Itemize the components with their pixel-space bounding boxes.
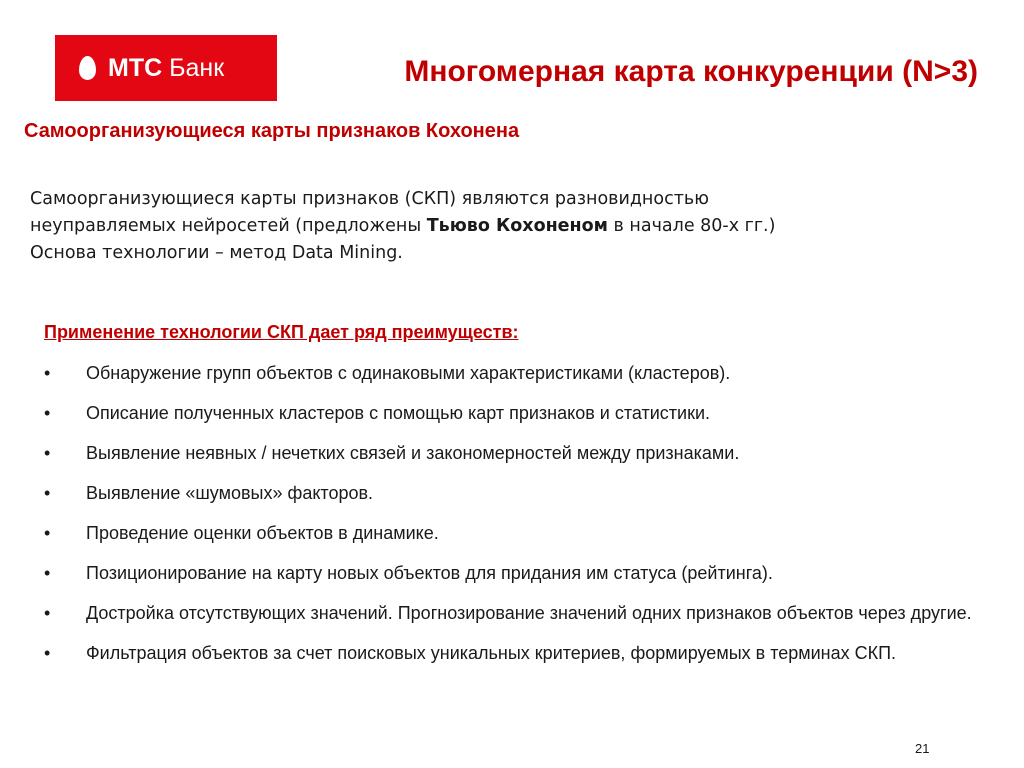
list-item-text: Обнаружение групп объектов с одинаковыми характеристиками (кластеров). bbox=[86, 363, 731, 383]
intro-line-1: Самоорганизующиеся карты признаков (СКП) являются разновидностью bbox=[30, 189, 709, 209]
list-item bbox=[44, 482, 974, 505]
intro-paragraph bbox=[30, 186, 990, 267]
intro-line-2-post: в начале 80-х гг.) bbox=[607, 216, 776, 236]
bullet-icon: • bbox=[44, 523, 51, 543]
page-title: Многомерная карта конкуренции (N>3) bbox=[404, 55, 978, 88]
logo-suffix: Банк bbox=[169, 53, 225, 82]
list-item-text: Выявление неявных / нечетких связей и закономерностей между признаками. bbox=[86, 443, 740, 463]
list-item-text: Описание полученных кластеров с помощью карт признаков и статистики. bbox=[86, 403, 711, 423]
list-item-text: Выявление «шумовых» факторов. bbox=[86, 483, 374, 503]
list-item-text: Позиционирование на карту новых объектов для придания им статуса (рейтинга). bbox=[86, 563, 773, 583]
logo-text bbox=[108, 53, 225, 82]
logo-brand: МТС bbox=[108, 53, 163, 82]
bullet-icon: • bbox=[44, 563, 51, 583]
list-item bbox=[44, 602, 974, 625]
intro-line-3: Основа технологии – метод Data Mining. bbox=[30, 243, 403, 263]
list-item bbox=[44, 362, 974, 385]
page-subtitle: Самоорганизующиеся карты признаков Кохонена bbox=[24, 120, 520, 142]
list-item bbox=[44, 562, 974, 585]
mts-bank-logo bbox=[55, 35, 277, 101]
list-item-text: Фильтрация объектов за счет поисковых уникальных критериев, формируемых в терминах СКП. bbox=[86, 643, 897, 663]
bullet-icon: • bbox=[44, 403, 51, 423]
list-item bbox=[44, 442, 974, 465]
list-item bbox=[44, 522, 974, 545]
intro-author: Тьюво Кохоненом bbox=[426, 216, 608, 236]
page-number: 21 bbox=[915, 741, 930, 756]
bullet-icon: • bbox=[44, 483, 51, 503]
advantages-list bbox=[44, 362, 974, 682]
list-item-text: Достройка отсутствующих значений. Прогнозирование значений одних признаков объектов через другие. bbox=[86, 603, 972, 623]
list-item-text: Проведение оценки объектов в динамике. bbox=[86, 523, 439, 543]
bullet-icon: • bbox=[44, 443, 51, 463]
list-item bbox=[44, 402, 974, 425]
egg-icon bbox=[79, 56, 96, 80]
list-item bbox=[44, 642, 974, 665]
bullet-icon: • bbox=[44, 643, 51, 663]
bullet-icon: • bbox=[44, 603, 51, 623]
bullet-icon: • bbox=[44, 363, 51, 383]
intro-line-2-pre: неуправляемых нейросетей (предложены bbox=[30, 216, 427, 236]
advantages-heading: Применение технологии СКП дает ряд преимуществ: bbox=[44, 322, 519, 342]
